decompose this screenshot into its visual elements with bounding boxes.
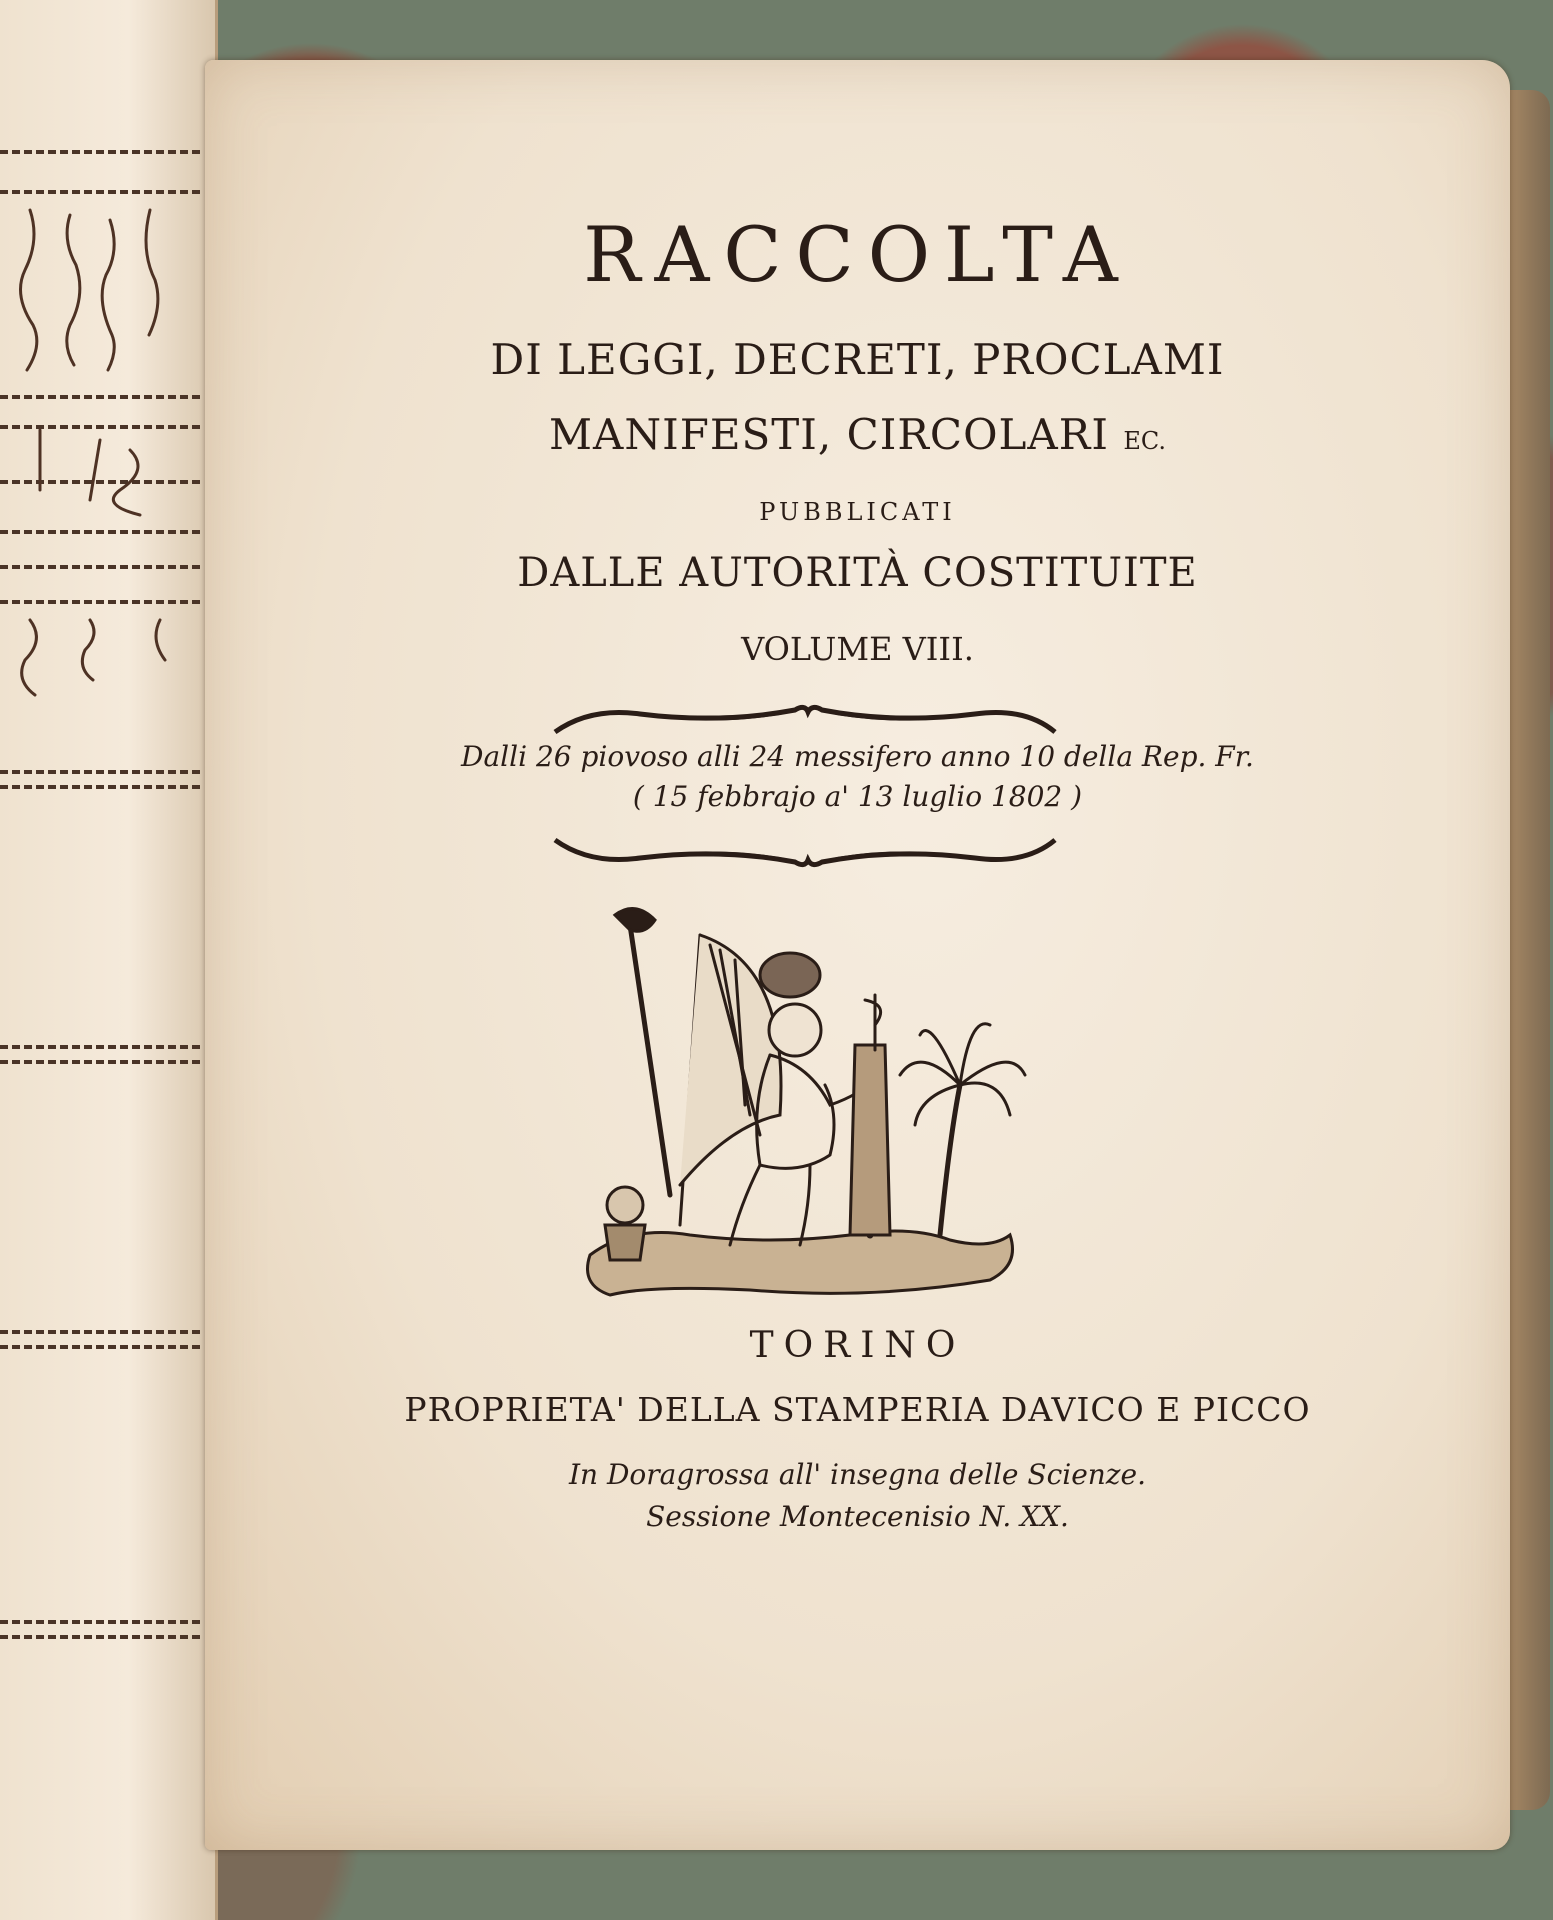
subtitle-line-2	[205, 410, 1510, 459]
subtitle-line-3: PUBBLICATI	[759, 498, 956, 526]
ledger-rule	[0, 150, 200, 154]
title-page	[205, 60, 1510, 1850]
top-flourish	[550, 702, 1060, 742]
allegorical-vignette	[570, 905, 1070, 1305]
date-line-1: Dalli 26 piovoso alli 24 messifero anno 10 della Rep. Fr.	[461, 740, 1254, 773]
ledger-rule	[0, 770, 200, 774]
subtitle-line-2-small: EC.	[1123, 427, 1166, 455]
ledger-rule	[0, 1345, 200, 1349]
subtitle-line-1: DI LEGGI, DECRETI, PROCLAMI	[490, 335, 1225, 384]
city: TORINO	[749, 1325, 966, 1366]
printer: PROPRIETA' DELLA STAMPERIA DAVICO E PICCO	[404, 1390, 1311, 1429]
ledger-rule	[0, 1060, 200, 1064]
ledger-rule	[0, 1330, 200, 1334]
subtitle-line-4: DALLE AUTORITÀ COSTITUITE	[517, 550, 1198, 596]
left-page	[0, 0, 218, 1920]
subtitle-line-2-main: MANIFESTI, CIRCOLARI	[549, 410, 1109, 459]
bottom-flourish	[550, 830, 1060, 870]
ledger-rule	[0, 190, 200, 194]
address-line-1: In Doragrossa all' insegna delle Scienze.	[568, 1458, 1147, 1491]
ledger-rule	[0, 1620, 200, 1624]
ledger-rule	[0, 785, 200, 789]
volume-label: VOLUME VIII.	[741, 630, 974, 668]
ledger-rule	[0, 1635, 200, 1639]
ledger-rule	[0, 1045, 200, 1049]
handwriting-scribbles	[10, 200, 200, 760]
page-title: RACCOLTA	[583, 210, 1132, 299]
address-line-2: Sessione Montecenisio N. XX.	[646, 1500, 1069, 1533]
date-line-2: ( 15 febbrajo a' 13 luglio 1802 )	[632, 780, 1083, 813]
